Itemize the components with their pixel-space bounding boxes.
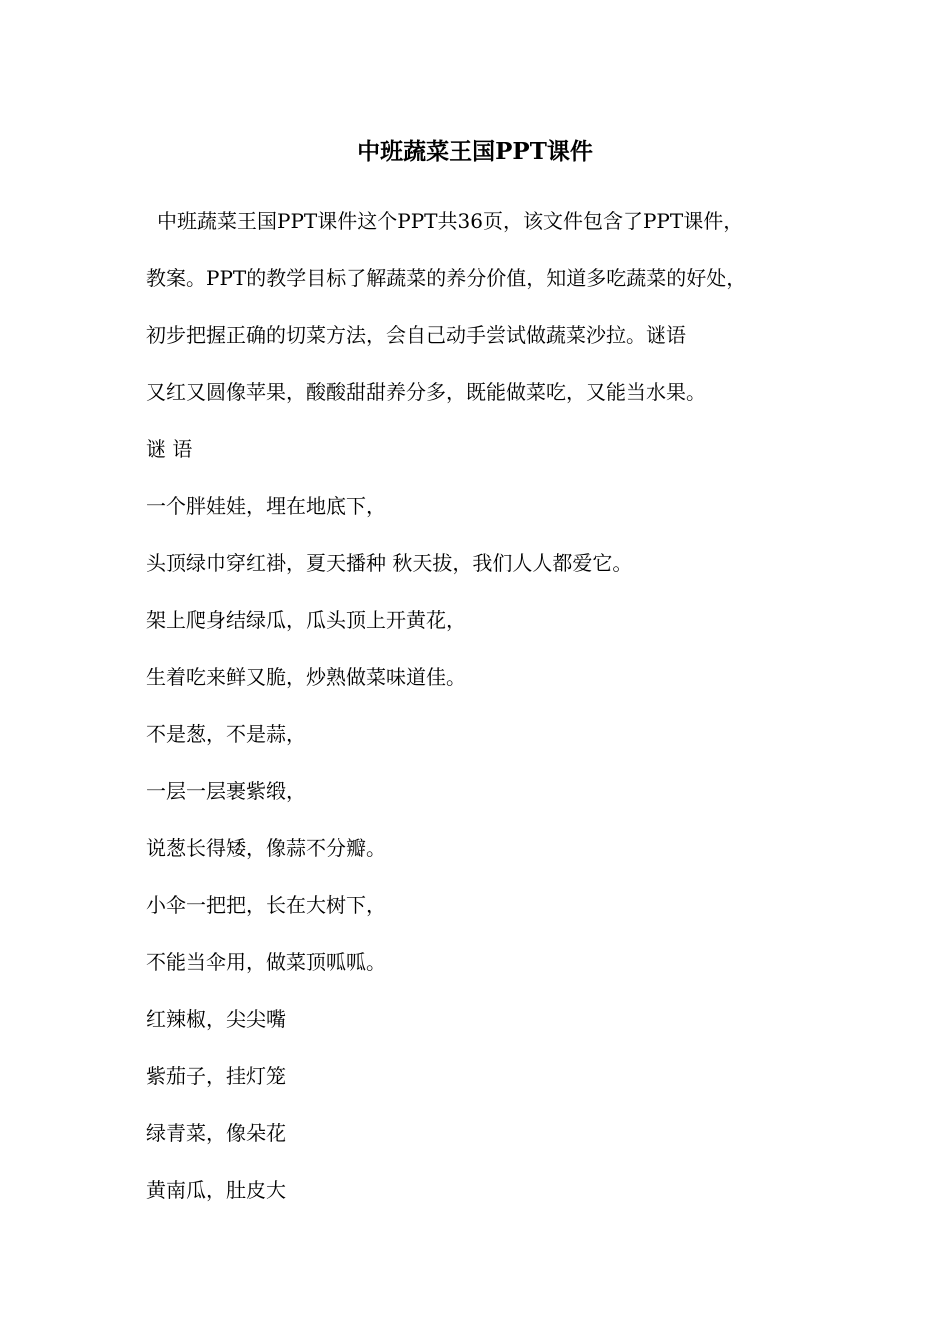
paragraph-line: 初步把握正确的切菜方法，会自己动手尝试做蔬菜沙拉。谜语: [146, 323, 686, 347]
paragraph-line: 又红又圆像苹果，酸酸甜甜养分多，既能做菜吃，又能当水果。: [146, 380, 706, 404]
riddle-line: 小伞一把把，长在大树下，: [146, 893, 386, 917]
rhyme-line: 紫茄子，挂灯笼: [146, 1064, 286, 1088]
rhyme-line: 绿青菜，像朵花: [146, 1121, 286, 1145]
riddle-line: 说葱长得矮，像蒜不分瓣。: [146, 836, 386, 860]
paragraph-line: 教案。PPT的教学目标了解蔬菜的养分价值，知道多吃蔬菜的好处，: [146, 266, 747, 290]
riddle-line: 不是葱，不是蒜，: [146, 722, 306, 746]
document-title: 中班蔬菜王国PPT课件: [357, 138, 593, 165]
riddle-line: 一个胖娃娃，埋在地底下，: [146, 494, 386, 518]
riddle-line: 不能当伞用，做菜顶呱呱。: [146, 950, 386, 974]
riddle-line: 生着吃来鲜又脆，炒熟做菜味道佳。: [146, 665, 466, 689]
riddle-line: 架上爬身结绿瓜，瓜头顶上开黄花，: [146, 608, 466, 632]
rhyme-line: 黄南瓜，肚皮大: [146, 1178, 286, 1202]
section-heading: 谜 语: [146, 437, 193, 461]
riddle-line: 头顶绿巾穿红褂，夏天播种 秋天拔，我们人人都爱它。: [146, 551, 633, 575]
riddle-line: 一层一层裹紫缎，: [146, 779, 306, 803]
paragraph-line: 中班蔬菜王国PPT课件这个PPT共36页，该文件包含了PPT课件，: [157, 209, 744, 233]
rhyme-line: 红辣椒，尖尖嘴: [146, 1007, 286, 1031]
